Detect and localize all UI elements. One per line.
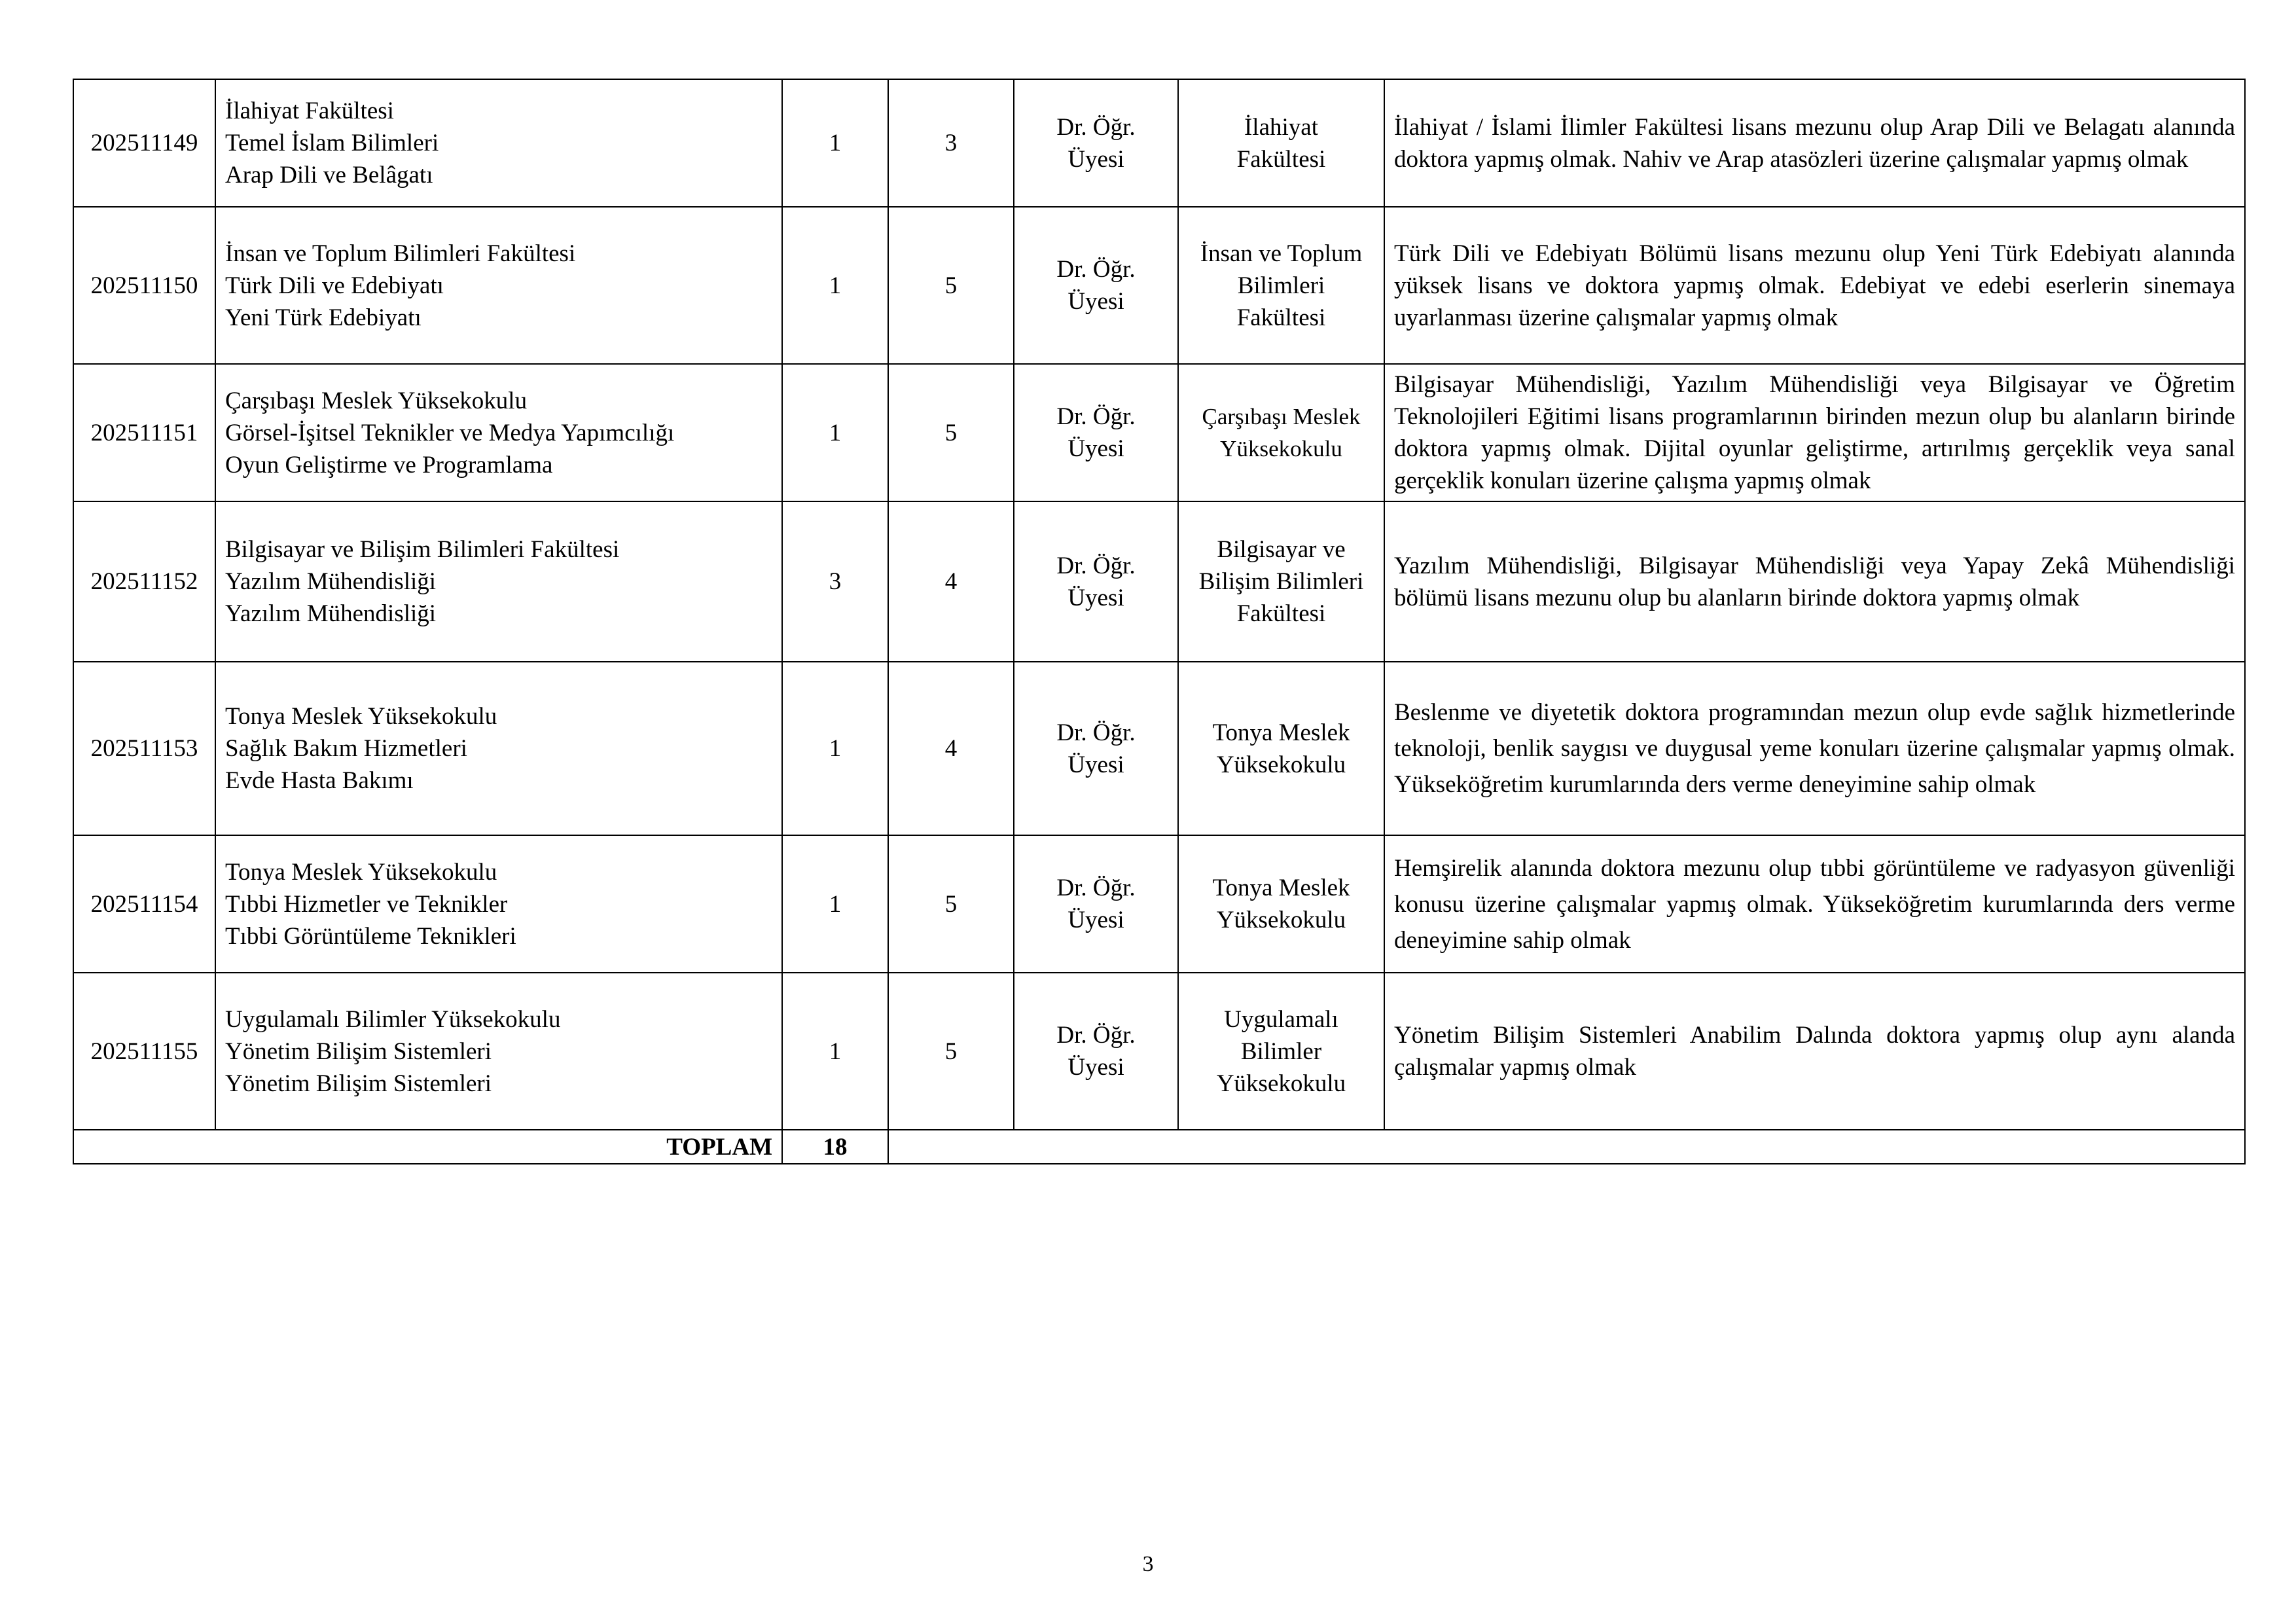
title-line: Dr. Öğr.: [1056, 256, 1136, 283]
position-count: 1: [782, 79, 888, 207]
requirement-text: Bilgisayar Mühendisliği, Yazılım Mühendisliği veya Bilgisayar ve Öğretim Teknolojileri Eğitimi lisans programlarının birinden mezun olup bu alanların birinde doktora yapmış olmak. Dijital oyunlar geliştirme, artırılmış gerçeklik veya sanal gerçeklik konuları üzerine çalışma yapmış olmak: [1394, 371, 2235, 494]
title-cell: [1014, 79, 1178, 207]
position-level: 5: [888, 835, 1014, 973]
place-line: Tonya Meslek: [1212, 875, 1350, 901]
total-row: [73, 1130, 2245, 1164]
position-level: 4: [888, 501, 1014, 662]
title-line: Dr. Öğr.: [1056, 1022, 1136, 1049]
total-label: TOPLAM: [73, 1130, 782, 1164]
place-line: İnsan ve Toplum: [1200, 240, 1363, 267]
department-name: Tıbbi Hizmetler ve Teknikler: [225, 890, 508, 918]
place-line: Bilimler: [1240, 1038, 1322, 1065]
place-line: Bilişim Bilimleri: [1198, 568, 1364, 595]
total-empty-cell: [888, 1130, 2245, 1164]
title-cell: [1014, 501, 1178, 662]
discipline-name: Oyun Geliştirme ve Programlama: [225, 451, 553, 478]
place-line: Fakültesi: [1236, 304, 1326, 331]
title-line: Dr. Öğr.: [1056, 403, 1136, 430]
title-line: Üyesi: [1067, 288, 1124, 315]
place-cell: [1178, 973, 1384, 1130]
title-line: Dr. Öğr.: [1056, 113, 1136, 141]
discipline-name: Arap Dili ve Belâgatı: [225, 162, 433, 189]
place-line: Yüksekokulu: [1216, 751, 1346, 778]
place-line: İlahiyat: [1244, 113, 1318, 141]
total-value: 18: [782, 1130, 888, 1164]
staff-position-table: [73, 79, 2246, 1164]
requirement-cell: [1384, 973, 2245, 1130]
place-cell: [1178, 207, 1384, 364]
position-level: 5: [888, 973, 1014, 1130]
title-line: Dr. Öğr.: [1056, 719, 1136, 746]
position-count: 1: [782, 973, 888, 1130]
requirement-cell: [1384, 501, 2245, 662]
title-line: Üyesi: [1067, 751, 1124, 778]
requirement-text: Hemşirelik alanında doktora mezunu olup tıbbi görüntüleme ve radyasyon güvenliği konusu üzerine çalışmalar yapmış olmak. Yükseköğretim kurumlarında ders verme deneyimine sahip olmak: [1394, 854, 2235, 954]
unit-cell: [215, 501, 782, 662]
table-row: [73, 662, 2245, 835]
position-count: 1: [782, 835, 888, 973]
title-line: Üyesi: [1067, 145, 1124, 173]
title-cell: [1014, 835, 1178, 973]
table-row: [73, 835, 2245, 973]
title-line: Üyesi: [1067, 1054, 1124, 1081]
table-row: [73, 207, 2245, 364]
faculty-name: İnsan ve Toplum Bilimleri Fakültesi: [225, 240, 576, 267]
requirement-cell: [1384, 835, 2245, 973]
requirement-text: Yazılım Mühendisliği, Bilgisayar Mühendisliği veya Yapay Zekâ Mühendisliği bölümü lisans mezunu olup bu alanların birinde doktora yapmış olmak: [1394, 552, 2235, 611]
title-cell: [1014, 662, 1178, 835]
place-line: Bilgisayar ve: [1217, 536, 1346, 563]
place-cell: [1178, 662, 1384, 835]
position-level: 4: [888, 662, 1014, 835]
unit-cell: [215, 662, 782, 835]
table-row: [73, 973, 2245, 1130]
requirement-cell: [1384, 79, 2245, 207]
position-code: 202511155: [73, 973, 215, 1130]
place-line: Yüksekokulu: [1216, 1070, 1346, 1097]
position-code: 202511152: [73, 501, 215, 662]
place-cell: [1178, 501, 1384, 662]
unit-cell: [215, 973, 782, 1130]
unit-cell: [215, 79, 782, 207]
position-level: 5: [888, 207, 1014, 364]
position-code: 202511153: [73, 662, 215, 835]
department-name: Yönetim Bilişim Sistemleri: [225, 1038, 492, 1065]
place-line: Uygulamalı: [1224, 1005, 1338, 1033]
position-level: 3: [888, 79, 1014, 207]
place-cell: [1178, 79, 1384, 207]
table-row: [73, 501, 2245, 662]
position-code: 202511151: [73, 364, 215, 501]
discipline-name: Yazılım Mühendisliği: [225, 600, 437, 627]
requirement-text: Türk Dili ve Edebiyatı Bölümü lisans mezunu olup Yeni Türk Edebiyatı alanında yüksek lisans ve doktora yapmış olmak. Edebiyat ve edebi eserlerin sinemaya uyarlanması üzerine çalışmalar yapmış olmak: [1394, 240, 2235, 331]
discipline-name: Yönetim Bilişim Sistemleri: [225, 1070, 492, 1097]
position-code: 202511154: [73, 835, 215, 973]
title-line: Üyesi: [1067, 907, 1124, 933]
position-count: 3: [782, 501, 888, 662]
unit-cell: [215, 207, 782, 364]
unit-cell: [215, 364, 782, 501]
title-line: Üyesi: [1067, 435, 1124, 462]
requirement-text: Yönetim Bilişim Sistemleri Anabilim Dalında doktora yapmış olup aynı alanda çalışmalar yapmış olmak: [1394, 1022, 2235, 1081]
position-level: 5: [888, 364, 1014, 501]
place-cell: [1178, 364, 1384, 501]
title-cell: [1014, 973, 1178, 1130]
page-number: 3: [1142, 1552, 1154, 1576]
table-row: [73, 364, 2245, 501]
position-code: 202511150: [73, 207, 215, 364]
unit-cell: [215, 835, 782, 973]
title-line: Üyesi: [1067, 584, 1124, 611]
department-name: Sağlık Bakım Hizmetleri: [225, 735, 467, 762]
faculty-name: Tonya Meslek Yüksekokulu: [225, 858, 497, 886]
title-cell: [1014, 364, 1178, 501]
faculty-name: İlahiyat Fakültesi: [225, 98, 394, 124]
place-line: Yüksekokulu: [1216, 907, 1346, 933]
place-line: Yüksekokulu: [1220, 436, 1342, 461]
department-name: Görsel-İşitsel Teknikler ve Medya Yapımcılığı: [225, 419, 675, 446]
requirement-cell: [1384, 662, 2245, 835]
position-count: 1: [782, 364, 888, 501]
discipline-name: Evde Hasta Bakımı: [225, 767, 414, 794]
title-line: Dr. Öğr.: [1056, 552, 1136, 579]
discipline-name: Yeni Türk Edebiyatı: [225, 304, 422, 331]
place-line: Fakültesi: [1236, 145, 1326, 173]
faculty-name: Tonya Meslek Yüksekokulu: [225, 703, 497, 730]
table-row: [73, 79, 2245, 207]
place-line: Fakültesi: [1236, 600, 1326, 627]
faculty-name: Uygulamalı Bilimler Yüksekokulu: [225, 1005, 561, 1033]
position-code: 202511149: [73, 79, 215, 207]
place-line: Tonya Meslek: [1212, 719, 1350, 746]
place-line: Çarşıbaşı Meslek: [1202, 404, 1361, 429]
department-name: Yazılım Mühendisliği: [225, 568, 437, 595]
place-cell: [1178, 835, 1384, 973]
department-name: Türk Dili ve Edebiyatı: [225, 272, 444, 299]
faculty-name: Bilgisayar ve Bilişim Bilimleri Fakültesi: [225, 536, 620, 563]
faculty-name: Çarşıbaşı Meslek Yüksekokulu: [225, 387, 528, 414]
title-line: Dr. Öğr.: [1056, 875, 1136, 901]
position-count: 1: [782, 207, 888, 364]
requirement-text: İlahiyat / İslami İlimler Fakültesi lisans mezunu olup Arap Dili ve Belagatı alanında doktora yapmış olmak. Nahiv ve Arap atasözleri üzerine çalışmalar yapmış olmak: [1394, 113, 2235, 173]
discipline-name: Tıbbi Görüntüleme Teknikleri: [225, 922, 516, 950]
requirement-cell: [1384, 207, 2245, 364]
requirement-cell: [1384, 364, 2245, 501]
place-line: Bilimleri: [1237, 272, 1325, 299]
title-cell: [1014, 207, 1178, 364]
requirement-text: Beslenme ve diyetetik doktora programından mezun olup evde sağlık hizmetlerinde teknoloji, benlik saygısı ve duygusal yeme konuları üzerine çalışmalar yapmış olmak. Yükseköğretim kurumlarında ders verme deneyimine sahip olmak: [1394, 699, 2235, 798]
position-count: 1: [782, 662, 888, 835]
department-name: Temel İslam Bilimleri: [225, 130, 439, 156]
